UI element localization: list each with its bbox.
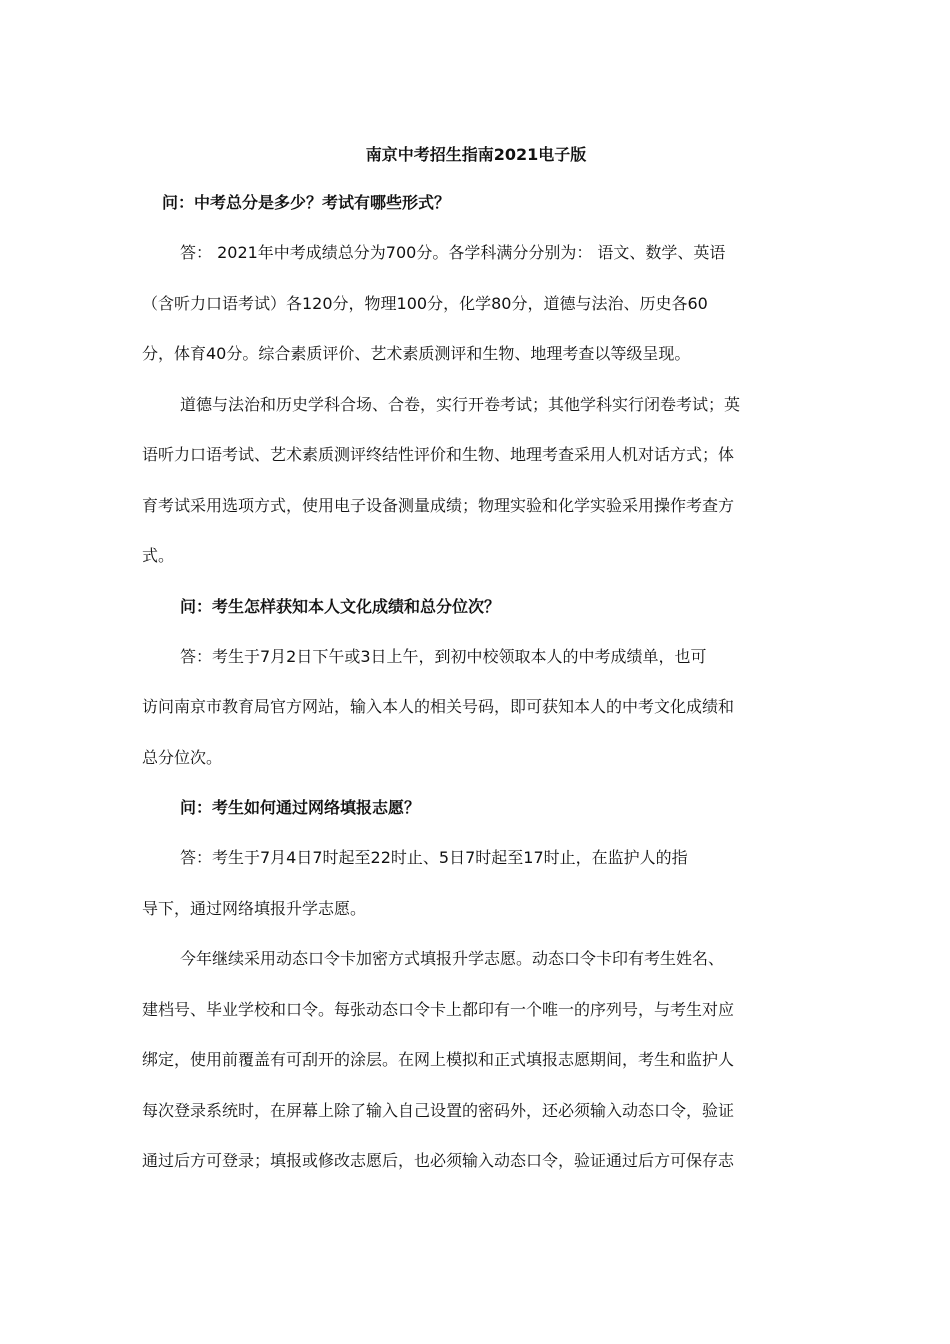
paragraph-line: 分，体育40分。综合素质评价、艺术素质测评和生物、地理考查以等级呈现。: [142, 344, 691, 363]
paragraph-line: 答：考生于7月4日7时起至22时止、5日7时起至17时止，在监护人的指: [180, 848, 688, 867]
paragraph-line: 总分位次。: [142, 747, 223, 767]
section-3-question: 问：考生如何通过网络填报志愿？: [180, 798, 421, 817]
paragraph-line: 式。: [142, 546, 175, 565]
section-1-paragraph-1: [142, 228, 810, 380]
paragraph-line: 语听力口语考试、艺术素质测评终结性评价和生物、地理考查采用人机对话方式；体: [142, 445, 735, 464]
section-2-paragraph-1: [142, 632, 810, 784]
paragraph-line: 答： 2021年中考成绩总分为700分。各学科满分分别为： 语文、数学、英语: [180, 243, 726, 262]
section-1-paragraph-2: [142, 380, 810, 582]
paragraph-line: 每次登录系统时，在屏幕上除了输入自己设置的密码外，还必须输入动态口令，验证: [142, 1100, 735, 1120]
section-2-question: 问：考生怎样获知本人文化成绩和总分位次？: [180, 596, 501, 616]
paragraph-line: 育考试采用选项方式，使用电子设备测量成绩；物理实验和化学实验采用操作考查方: [142, 495, 735, 515]
paragraph-line: 道德与法治和历史学科合场、合卷，实行开卷考试；其他学科实行闭卷考试；英: [180, 394, 741, 414]
paragraph-line: 答：考生于7月2日下午或3日上午，到初中校领取本人的中考成绩单，也可: [180, 646, 707, 666]
paragraph-line: 今年继续采用动态口令卡加密方式填报升学志愿。动态口令卡印有考生姓名、: [180, 949, 725, 968]
section-3-paragraph-2: [142, 934, 810, 1187]
paragraph-line: （含听力口语考试）各120分，物理100分，化学80分，道德与法治、历史各60: [142, 293, 708, 313]
paragraph-line: 绑定，使用前覆盖有可刮开的涂层。在网上模拟和正式填报志愿期间，考生和监护人: [142, 1050, 735, 1069]
section-3-paragraph-1: [142, 833, 810, 934]
paragraph-line: 通过后方可登录；填报或修改志愿后，也必须输入动态口令，验证通过后方可保存志: [142, 1151, 735, 1170]
paragraph-line: 建档号、毕业学校和口令。每张动态口令卡上都印有一个唯一的序列号，与考生对应: [142, 999, 735, 1019]
document-content: [142, 140, 810, 1187]
section-1-question: 问：中考总分是多少？考试有哪些形式？: [162, 193, 451, 212]
paragraph-line: 访问南京市教育局官方网站，输入本人的相关号码，即可获知本人的中考文化成绩和: [142, 697, 735, 716]
document-title: 南京中考招生指南2021电子版: [365, 145, 587, 164]
paragraph-line: 导下，通过网络填报升学志愿。: [142, 898, 367, 918]
